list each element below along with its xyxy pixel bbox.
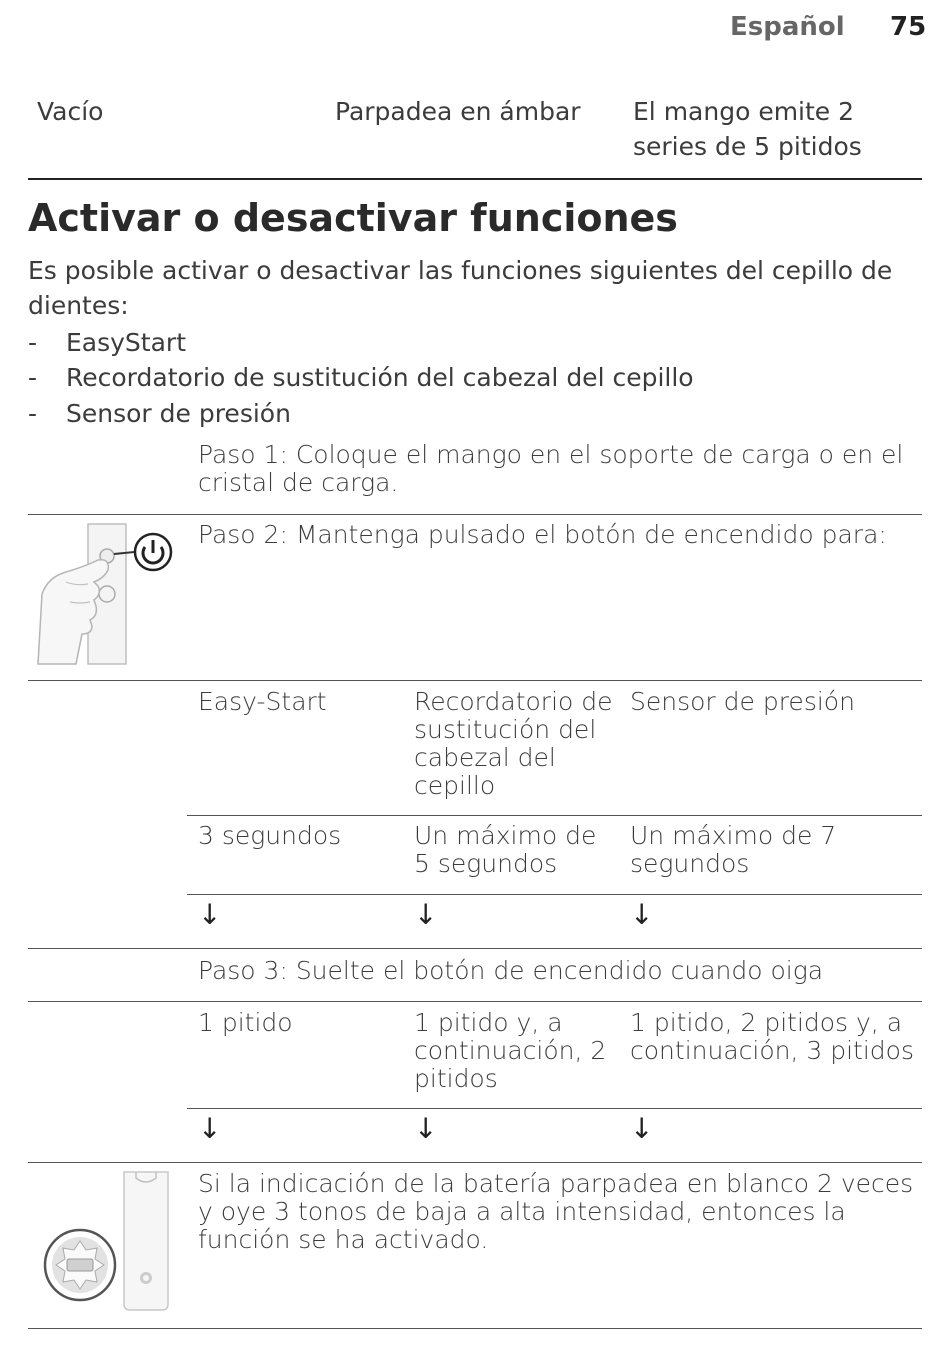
- down-arrow: ↓: [414, 1112, 438, 1145]
- duration-brush-head-reminder: Un máximo de 5 segundos: [414, 821, 597, 878]
- sound-cell: El mango emite 2 series de 5 pitidos: [633, 97, 862, 161]
- divider: [28, 1001, 922, 1002]
- feature-brush-head-reminder: Recordatorio de sustitución del cabezal del cepillo: [414, 687, 613, 800]
- result-text: Si la indicación de la batería parpadea en blanco 2 veces y oye 3 tonos de baja a alta intensidad, entonces la función se ha activado.: [198, 1169, 914, 1254]
- divider: [187, 894, 922, 895]
- divider: [187, 815, 922, 816]
- intro-text: Es posible activar o desactivar las funciones siguientes del cepillo de dientes:: [28, 256, 893, 320]
- language-label: Español: [730, 12, 845, 42]
- light-cell: Parpadea en ámbar: [335, 97, 581, 126]
- feature-pressure-sensor: Sensor de presión: [630, 687, 855, 716]
- beeps-brush-head-reminder: 1 pitido y, a continuación, 2 pitidos: [414, 1008, 607, 1093]
- state-cell: Vacío: [37, 97, 104, 126]
- feature-easystart: Easy-Start: [198, 687, 327, 716]
- duration-easystart: 3 segundos: [198, 821, 342, 850]
- down-arrow: ↓: [198, 898, 222, 931]
- step2-text: Paso 2: Mantenga pulsado el botón de encendido para:: [198, 520, 887, 549]
- list-item: EasyStart: [66, 328, 187, 357]
- step1-text: Paso 1: Coloque el mango en el soporte de carga o en el cristal de carga.: [198, 440, 904, 497]
- down-arrow: ↓: [414, 898, 438, 931]
- battery-indicator-illustration: [40, 1170, 180, 1315]
- divider: [28, 178, 922, 180]
- duration-pressure-sensor: Un máximo de 7 segundos: [630, 821, 837, 878]
- list-item: Sensor de presión: [66, 399, 291, 428]
- divider: [28, 680, 922, 681]
- beeps-easystart: 1 pitido: [198, 1008, 293, 1037]
- divider: [28, 948, 922, 949]
- divider: [28, 1162, 922, 1163]
- page-number: 75: [890, 12, 927, 42]
- list-item: Recordatorio de sustitución del cabezal del cepillo: [66, 363, 694, 392]
- list-bullet: -: [28, 363, 38, 392]
- step3-text: Paso 3: Suelte el botón de encendido cuando oiga: [198, 956, 824, 985]
- down-arrow: ↓: [198, 1112, 222, 1145]
- beeps-pressure-sensor: 1 pitido, 2 pitidos y, a continuación, 3 pitidos: [630, 1008, 914, 1065]
- hand-pressing-button-illustration: [36, 522, 176, 667]
- divider: [28, 1328, 922, 1329]
- down-arrow: ↓: [630, 1112, 654, 1145]
- divider: [28, 514, 922, 515]
- section-title: Activar o desactivar funciones: [28, 196, 678, 240]
- divider: [187, 1108, 922, 1109]
- down-arrow: ↓: [630, 898, 654, 931]
- list-bullet: -: [28, 328, 38, 357]
- list-bullet: -: [28, 399, 38, 428]
